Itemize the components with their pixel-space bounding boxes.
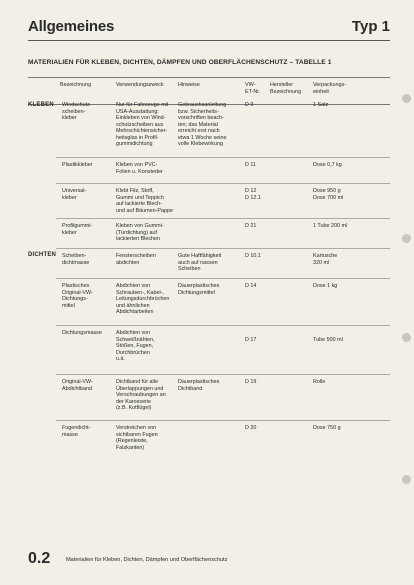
table-row (56, 99, 390, 158)
cell-hinweise: Dauerplastisches Dichtband (178, 379, 220, 392)
cell-bezeichnung: Plastisches Original-VW- Dichtungs- mittel (62, 283, 93, 309)
cell-vw-nr: D 19 (245, 379, 257, 385)
cell-bezeichnung: Windschutz- scheiben- kleber (62, 102, 92, 121)
footer-page-number: 0.2 (28, 550, 51, 567)
header-type: Typ 1 (351, 18, 390, 35)
cell-hinweise: Dauerplastisches Dichtungsmittel (178, 283, 220, 296)
cell-bezeichnung: Scheiben- dichtmasse (62, 253, 90, 266)
col-header-vw-nr: VW- ET-Nr. (245, 82, 261, 95)
page-header (28, 18, 390, 41)
header-title: Allgemeines (28, 18, 115, 35)
binder-hole (402, 234, 411, 243)
cell-hinweise: Gute Haftfähigkeit auch auf nassen Scheiben (178, 253, 222, 272)
binder-hole (402, 475, 411, 484)
cell-verwendungszweck: Klebt Filz, Stoff, Gummi und Teppich auf lackierte Blech- und auf Bäumen-Pappe (116, 188, 173, 214)
cell-bezeichnung: Universal- kleber (62, 188, 87, 201)
cell-verpackung: Dose 950 g Dose 700 ml (313, 188, 344, 201)
cell-verpackung: Dose 750 g (313, 425, 341, 431)
table-row (56, 183, 390, 219)
cell-verwendungszweck: Fensterscheiben abdichten (116, 253, 156, 266)
table-row (56, 374, 390, 421)
cell-bezeichnung: Original-VW- Abdichtband (62, 379, 93, 392)
cell-verwendungszweck: Abdichten von Schrauben-, Kabel-, Leitungsdurchbrüchen und ähnlichen Abdichtarbeiten (116, 283, 170, 315)
cell-vw-nr: D 10.1 (245, 253, 261, 259)
table-row (56, 278, 390, 326)
table-row (56, 248, 390, 279)
cell-vw-nr: D 20 (245, 425, 257, 431)
col-header-verwendungszweck: Verwendungszweck (116, 82, 164, 88)
cell-verpackung: Tube 500 ml (313, 337, 343, 343)
section-kleben: KLEBEN (28, 102, 54, 108)
cell-verwendungszweck: Dichtband für alle Überlappungen und Verschraubungen an der Karosserie (z.B. Kotflügel) (116, 379, 166, 411)
cell-bezeichnung: Fugendicht- masse (62, 425, 91, 438)
table-row (56, 420, 390, 460)
binder-hole (402, 94, 411, 103)
cell-bezeichnung: Profilgummi- kleber (62, 223, 93, 236)
cell-vw-nr: D 12 D 12.1 (245, 188, 261, 201)
cell-vw-nr: D 17 (245, 337, 257, 343)
cell-bezeichnung: Dichtungsmasse (62, 330, 102, 336)
col-header-hinweise: Hinweise (178, 82, 200, 88)
cell-verwendungszweck: Kleben von PVC- Folien u. Konsteder (116, 162, 163, 175)
binder-hole (402, 333, 411, 342)
cell-hinweise: Gebrauchsanleitung bzw. Sicherheits- vorschriften beach- ten; das Material erreicht erst nach etwa 1 Woche seine volle Klebewirkung (178, 102, 227, 147)
table-row (56, 325, 390, 375)
cell-vw-nr: D 11 (245, 162, 256, 168)
cell-verpackung: 1 Tube 200 ml (313, 223, 348, 229)
col-header-bezeichnung: Bezeichnung (60, 82, 92, 88)
materials-table (28, 77, 390, 524)
cell-bezeichnung: Plastikkleber (62, 162, 93, 168)
cell-verwendungszweck: Abdichten von Schweißnähten, Stößen, Fugen, Durchbrüchen u.ä. (116, 330, 155, 362)
cell-verpackung: Rolle (313, 379, 326, 385)
cell-verpackung: Kartusche 320 ml (313, 253, 338, 266)
cell-verpackung: Dose 1 kg (313, 283, 338, 289)
cell-verwendungszweck: Kleben von Gummi- (Türdichtung) auf lackierten Blechen (116, 223, 164, 242)
cell-verpackung: 1 Satz (313, 102, 329, 108)
cell-vw-nr: D 14 (245, 283, 257, 289)
footer-text: Materialien für Kleben, Dichten, Dämpfen und Oberflächenschutz (66, 557, 228, 563)
cell-verpackung: Dose 0,7 kg (313, 162, 342, 168)
col-header-hersteller: Hersteller Bezeichnung (270, 82, 302, 95)
cell-verwendungszweck: Nur für Fahrzeuge mit USA-Ausstattung: Einkleben von Wind- schutzscheiben aus Mehrschichtensicher- heitsglas in Profil- gummidichtung (116, 102, 169, 147)
table-row (56, 157, 390, 184)
col-header-verpackung: Verpackungs- einheit (313, 82, 346, 95)
cell-vw-nr: D 9 (245, 102, 254, 108)
cell-vw-nr: D 21 (245, 223, 257, 229)
section-dichten: DICHTEN (28, 252, 57, 258)
table-title: MATERIALIEN FÜR KLEBEN, DICHTEN, DÄMPFEN UND OBERFLÄCHENSCHUTZ – TABELLE 1 (28, 59, 332, 66)
cell-verwendungszweck: Verstreichen von sichtbaren Fugen (Regenleiste, Falzkanten) (116, 425, 158, 451)
table-row (56, 218, 390, 249)
